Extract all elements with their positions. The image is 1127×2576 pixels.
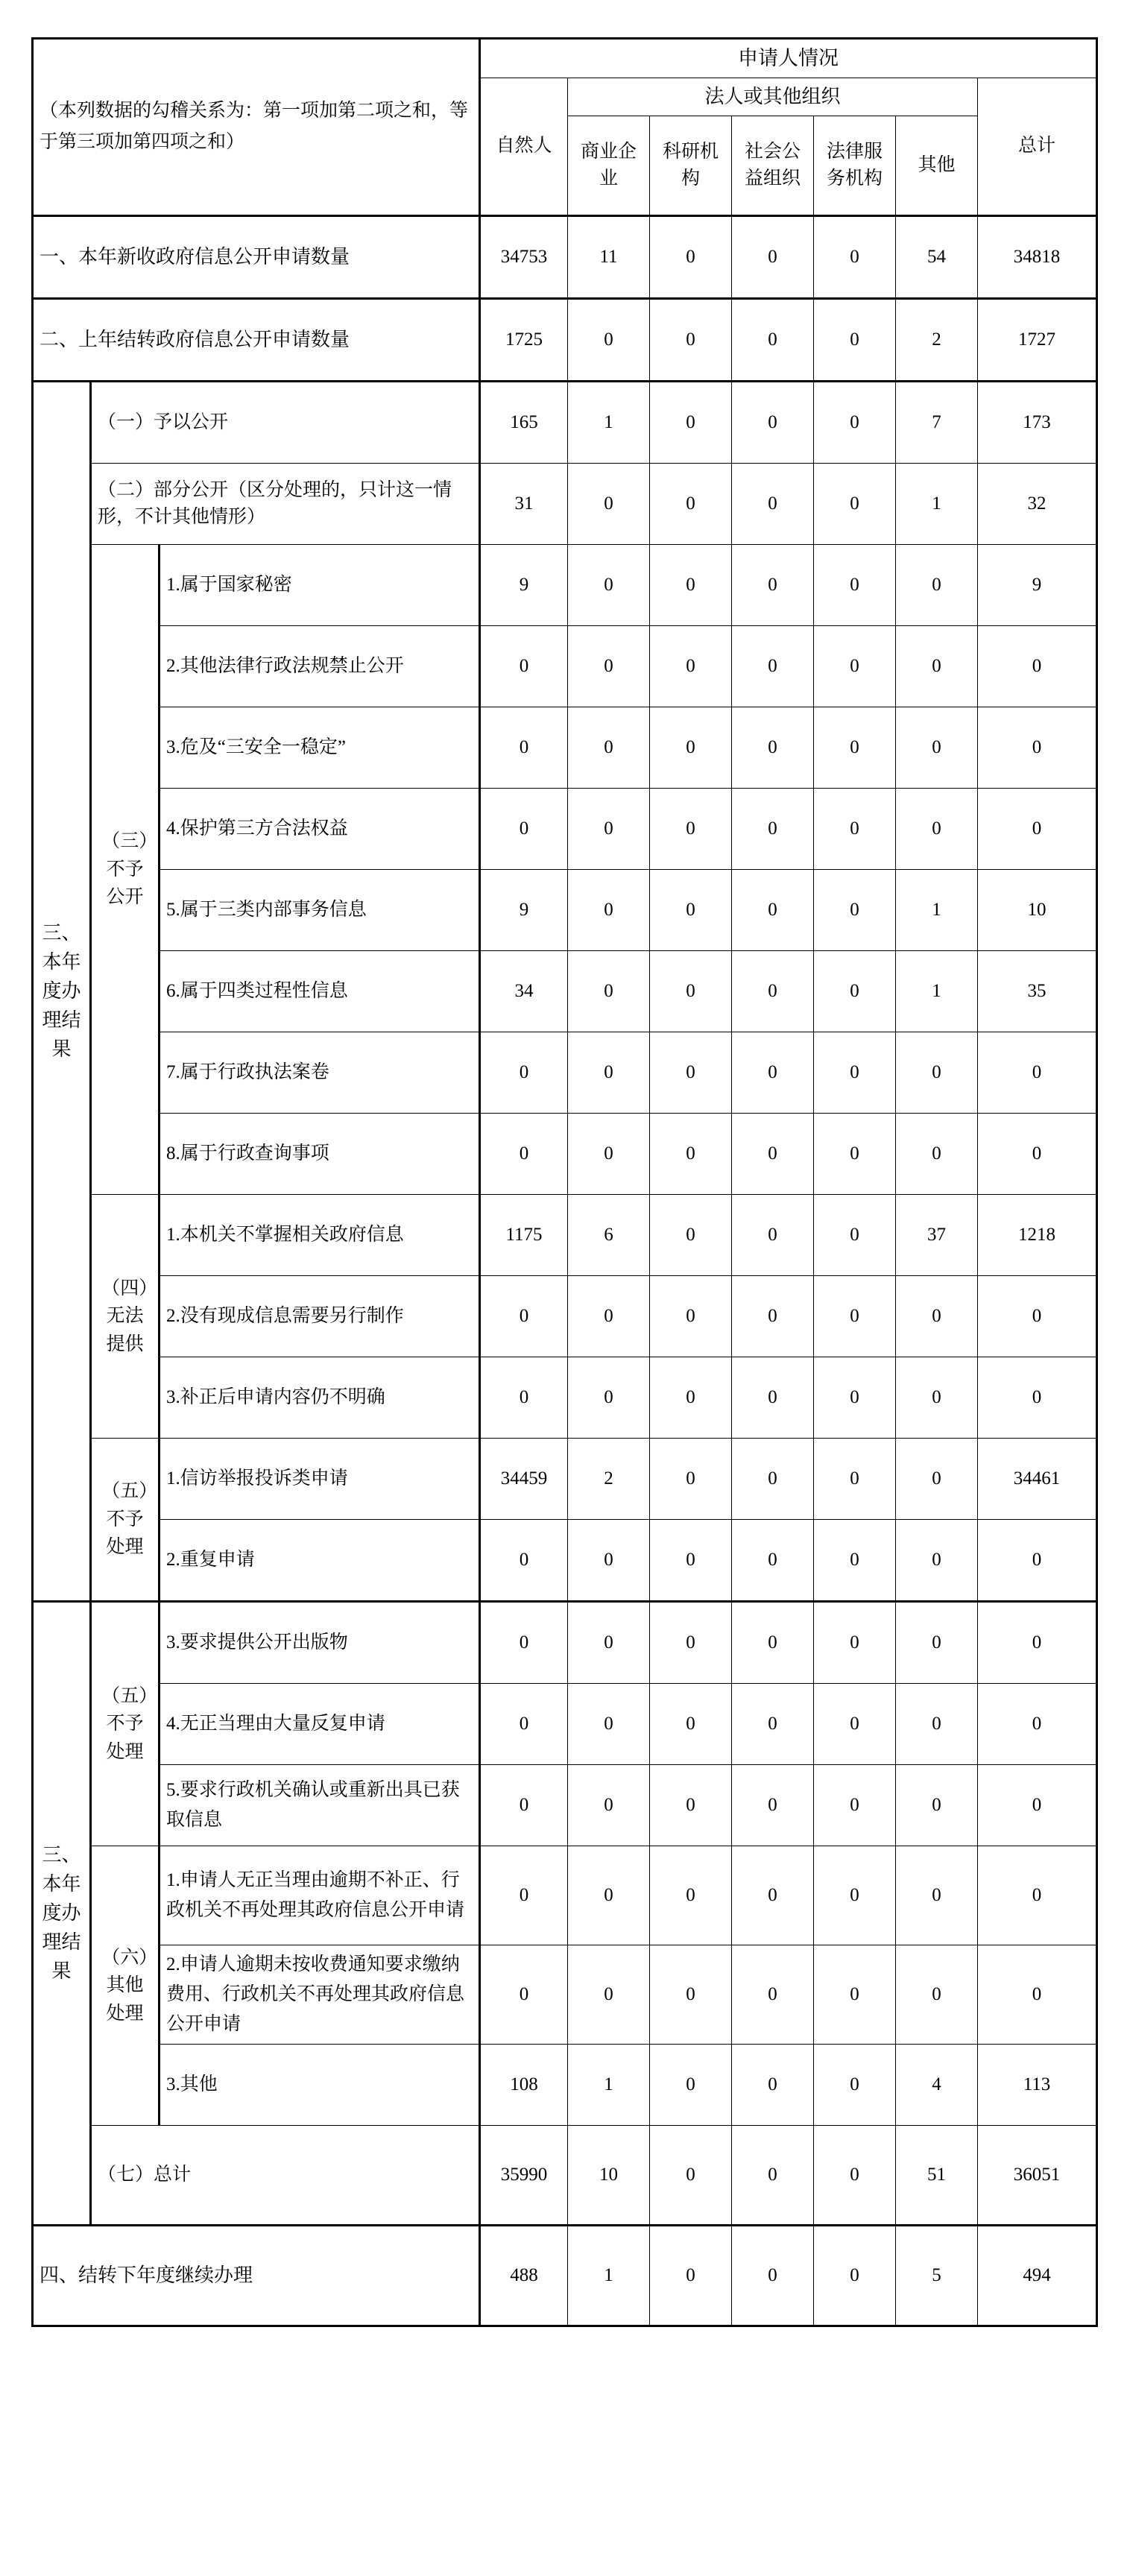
row-label: 4.保护第三方合法权益	[160, 788, 480, 869]
table-row	[33, 1683, 1097, 1764]
cell-natural-person: 34459	[480, 1438, 568, 1519]
cell-commercial-enterprise: 0	[568, 625, 650, 707]
cell-commercial-enterprise: 0	[568, 1113, 650, 1194]
section-label-annual-results-continued: 三、本年度办理结果	[33, 1601, 91, 2225]
table-row	[33, 1194, 1097, 1275]
table-row	[33, 544, 1097, 625]
row-label: 一、本年新收政府信息公开申请数量	[33, 215, 480, 298]
cell-social-welfare-org: 0	[732, 869, 814, 950]
cell-total: 1727	[978, 298, 1097, 381]
cell-research-institution: 0	[650, 1194, 732, 1275]
header-total: 总计	[978, 78, 1097, 216]
cell-commercial-enterprise: 0	[568, 950, 650, 1032]
cell-commercial-enterprise: 0	[568, 1846, 650, 1945]
table-row	[33, 1357, 1097, 1438]
cell-legal-service-org: 0	[814, 1113, 896, 1194]
row-label: 4.无正当理由大量反复申请	[160, 1683, 480, 1764]
cell-research-institution: 0	[650, 1357, 732, 1438]
cell-research-institution: 0	[650, 2225, 732, 2326]
cell-research-institution: 0	[650, 1519, 732, 1601]
cell-natural-person: 0	[480, 1357, 568, 1438]
cell-legal-service-org: 0	[814, 2225, 896, 2326]
cell-legal-service-org: 0	[814, 2125, 896, 2225]
cell-other-organization: 1	[896, 869, 978, 950]
cell-social-welfare-org: 0	[732, 1275, 814, 1357]
cell-other-organization: 0	[896, 1945, 978, 2044]
cell-legal-service-org: 0	[814, 298, 896, 381]
cell-other-organization: 1	[896, 463, 978, 544]
cell-other-organization: 4	[896, 2044, 978, 2125]
cell-natural-person: 0	[480, 707, 568, 788]
cell-natural-person: 0	[480, 1846, 568, 1945]
cell-social-welfare-org: 0	[732, 1846, 814, 1945]
table-row	[33, 1601, 1097, 1683]
row-label: 2.申请人逾期未按收费通知要求缴纳费用、行政机关不再处理其政府信息公开申请	[160, 1945, 480, 2044]
cell-research-institution: 0	[650, 950, 732, 1032]
cell-social-welfare-org: 0	[732, 707, 814, 788]
cell-legal-service-org: 0	[814, 463, 896, 544]
cell-other-organization: 0	[896, 625, 978, 707]
cell-commercial-enterprise: 1	[568, 381, 650, 463]
header-social-welfare-org: 社会公益组织	[732, 116, 814, 215]
cell-social-welfare-org: 0	[732, 215, 814, 298]
cell-legal-service-org: 0	[814, 381, 896, 463]
row-label: 3.其他	[160, 2044, 480, 2125]
group-label-not-disclosed: （三）不予公开	[91, 544, 160, 1194]
cell-research-institution: 0	[650, 298, 732, 381]
cell-total: 0	[978, 1945, 1097, 2044]
cell-natural-person: 108	[480, 2044, 568, 2125]
row-label: 6.属于四类过程性信息	[160, 950, 480, 1032]
table-row	[33, 950, 1097, 1032]
cell-research-institution: 0	[650, 2125, 732, 2225]
row-label: 1.属于国家秘密	[160, 544, 480, 625]
cell-legal-service-org: 0	[814, 869, 896, 950]
header-commercial-enterprise: 商业企业	[568, 116, 650, 215]
cell-legal-service-org: 0	[814, 707, 896, 788]
table-row	[33, 1519, 1097, 1601]
header-applicant-group: 申请人情况	[480, 39, 1097, 78]
cell-commercial-enterprise: 0	[568, 707, 650, 788]
cell-commercial-enterprise: 0	[568, 788, 650, 869]
cell-legal-service-org: 0	[814, 1438, 896, 1519]
cell-other-organization: 37	[896, 1194, 978, 1275]
header-other-organization: 其他	[896, 116, 978, 215]
row-label: 1.本机关不掌握相关政府信息	[160, 1194, 480, 1275]
table-row	[33, 2225, 1097, 2326]
cell-other-organization: 0	[896, 1846, 978, 1945]
cell-legal-service-org: 0	[814, 1194, 896, 1275]
cell-legal-service-org: 0	[814, 1846, 896, 1945]
cell-natural-person: 0	[480, 788, 568, 869]
cell-total: 494	[978, 2225, 1097, 2326]
cell-total: 1218	[978, 1194, 1097, 1275]
table-row	[33, 215, 1097, 298]
table-row	[33, 2044, 1097, 2125]
cell-other-organization: 0	[896, 544, 978, 625]
cell-total: 36051	[978, 2125, 1097, 2225]
cell-natural-person: 0	[480, 1945, 568, 2044]
row-label: 3.要求提供公开出版物	[160, 1601, 480, 1683]
cell-commercial-enterprise: 0	[568, 1357, 650, 1438]
cell-commercial-enterprise: 0	[568, 1275, 650, 1357]
cell-natural-person: 165	[480, 381, 568, 463]
header-legal-service-org: 法律服务机构	[814, 116, 896, 215]
cell-other-organization: 1	[896, 950, 978, 1032]
cell-research-institution: 0	[650, 1945, 732, 2044]
cell-other-organization: 5	[896, 2225, 978, 2326]
table-row	[33, 707, 1097, 788]
cell-commercial-enterprise: 0	[568, 1764, 650, 1846]
table-row	[33, 1438, 1097, 1519]
cell-natural-person: 0	[480, 1764, 568, 1846]
cell-legal-service-org: 0	[814, 1683, 896, 1764]
cell-commercial-enterprise: 1	[568, 2225, 650, 2326]
cell-natural-person: 1175	[480, 1194, 568, 1275]
cell-research-institution: 0	[650, 544, 732, 625]
cell-total: 0	[978, 1683, 1097, 1764]
cell-research-institution: 0	[650, 2044, 732, 2125]
cell-natural-person: 35990	[480, 2125, 568, 2225]
cell-other-organization: 2	[896, 298, 978, 381]
cell-research-institution: 0	[650, 1764, 732, 1846]
cell-legal-service-org: 0	[814, 1032, 896, 1113]
cell-research-institution: 0	[650, 381, 732, 463]
row-label: （七）总计	[91, 2125, 480, 2225]
table-row	[33, 869, 1097, 950]
cell-other-organization: 7	[896, 381, 978, 463]
table-row	[33, 1113, 1097, 1194]
cell-other-organization: 0	[896, 1764, 978, 1846]
cell-other-organization: 0	[896, 1357, 978, 1438]
cell-total: 0	[978, 1357, 1097, 1438]
cell-total: 0	[978, 1032, 1097, 1113]
cell-social-welfare-org: 0	[732, 381, 814, 463]
cell-legal-service-org: 0	[814, 1764, 896, 1846]
cell-natural-person: 31	[480, 463, 568, 544]
cell-total: 34818	[978, 215, 1097, 298]
cell-legal-service-org: 0	[814, 788, 896, 869]
row-label: 二、上年结转政府信息公开申请数量	[33, 298, 480, 381]
cell-commercial-enterprise: 0	[568, 869, 650, 950]
row-label: 7.属于行政执法案卷	[160, 1032, 480, 1113]
header-natural-person: 自然人	[480, 78, 568, 216]
cell-research-institution: 0	[650, 1683, 732, 1764]
cell-commercial-enterprise: 0	[568, 1601, 650, 1683]
cell-total: 0	[978, 1601, 1097, 1683]
cell-social-welfare-org: 0	[732, 625, 814, 707]
row-label: 1.申请人无正当理由逾期不补正、行政机关不再处理其政府信息公开申请	[160, 1846, 480, 1945]
header-row-applicant-group	[33, 39, 1097, 78]
cell-commercial-enterprise: 0	[568, 463, 650, 544]
note-cell: （本列数据的勾稽关系为：第一项加第二项之和，等于第三项加第四项之和）	[33, 39, 480, 216]
cell-legal-service-org: 0	[814, 1945, 896, 2044]
cell-total: 0	[978, 625, 1097, 707]
cell-social-welfare-org: 0	[732, 2125, 814, 2225]
cell-total: 0	[978, 1275, 1097, 1357]
table-row	[33, 463, 1097, 544]
table-row	[33, 2125, 1097, 2225]
table-row	[33, 1945, 1097, 2044]
row-label: 8.属于行政查询事项	[160, 1113, 480, 1194]
cell-other-organization: 0	[896, 1275, 978, 1357]
row-label: 四、结转下年度继续办理	[33, 2225, 480, 2326]
cell-total: 113	[978, 2044, 1097, 2125]
cell-social-welfare-org: 0	[732, 1194, 814, 1275]
row-label: （一）予以公开	[91, 381, 480, 463]
cell-other-organization: 54	[896, 215, 978, 298]
row-label: 3.危及“三安全一稳定”	[160, 707, 480, 788]
cell-research-institution: 0	[650, 625, 732, 707]
cell-natural-person: 34753	[480, 215, 568, 298]
cell-research-institution: 0	[650, 463, 732, 544]
cell-commercial-enterprise: 0	[568, 1945, 650, 2044]
cell-commercial-enterprise: 2	[568, 1438, 650, 1519]
cell-natural-person: 9	[480, 869, 568, 950]
cell-other-organization: 0	[896, 1683, 978, 1764]
cell-commercial-enterprise: 0	[568, 544, 650, 625]
cell-natural-person: 0	[480, 1519, 568, 1601]
group-label-no-processing: （五）不予处理	[91, 1438, 160, 1601]
cell-natural-person: 0	[480, 1113, 568, 1194]
cell-other-organization: 0	[896, 1519, 978, 1601]
cell-commercial-enterprise: 1	[568, 2044, 650, 2125]
cell-natural-person: 0	[480, 1683, 568, 1764]
cell-other-organization: 0	[896, 788, 978, 869]
cell-natural-person: 0	[480, 1601, 568, 1683]
government-information-disclosure-table	[31, 37, 1098, 2327]
cell-social-welfare-org: 0	[732, 950, 814, 1032]
cell-legal-service-org: 0	[814, 2044, 896, 2125]
cell-commercial-enterprise: 0	[568, 298, 650, 381]
cell-total: 0	[978, 1519, 1097, 1601]
cell-research-institution: 0	[650, 1846, 732, 1945]
row-label: 5.属于三类内部事务信息	[160, 869, 480, 950]
cell-social-welfare-org: 0	[732, 1357, 814, 1438]
cell-natural-person: 1725	[480, 298, 568, 381]
row-label: 5.要求行政机关确认或重新出具已获取信息	[160, 1764, 480, 1846]
cell-research-institution: 0	[650, 1438, 732, 1519]
cell-natural-person: 9	[480, 544, 568, 625]
cell-legal-service-org: 0	[814, 1357, 896, 1438]
cell-total: 35	[978, 950, 1097, 1032]
cell-legal-service-org: 0	[814, 1275, 896, 1357]
cell-social-welfare-org: 0	[732, 1519, 814, 1601]
cell-research-institution: 0	[650, 788, 732, 869]
cell-other-organization: 0	[896, 707, 978, 788]
header-research-institution: 科研机构	[650, 116, 732, 215]
cell-legal-service-org: 0	[814, 950, 896, 1032]
cell-social-welfare-org: 0	[732, 1945, 814, 2044]
cell-total: 0	[978, 1846, 1097, 1945]
cell-commercial-enterprise: 10	[568, 2125, 650, 2225]
cell-social-welfare-org: 0	[732, 463, 814, 544]
cell-research-institution: 0	[650, 1113, 732, 1194]
cell-other-organization: 0	[896, 1032, 978, 1113]
cell-total: 9	[978, 544, 1097, 625]
cell-research-institution: 0	[650, 1032, 732, 1113]
group-label-other-processing: （六）其他处理	[91, 1846, 160, 2125]
cell-commercial-enterprise: 6	[568, 1194, 650, 1275]
row-label: 2.没有现成信息需要另行制作	[160, 1275, 480, 1357]
table-row	[33, 1846, 1097, 1945]
cell-natural-person: 0	[480, 1032, 568, 1113]
cell-other-organization: 51	[896, 2125, 978, 2225]
cell-total: 0	[978, 1764, 1097, 1846]
cell-natural-person: 0	[480, 1275, 568, 1357]
cell-research-institution: 0	[650, 1601, 732, 1683]
table-row	[33, 1032, 1097, 1113]
cell-commercial-enterprise: 11	[568, 215, 650, 298]
cell-total: 0	[978, 707, 1097, 788]
cell-commercial-enterprise: 0	[568, 1519, 650, 1601]
cell-social-welfare-org: 0	[732, 2044, 814, 2125]
cell-other-organization: 0	[896, 1113, 978, 1194]
cell-total: 34461	[978, 1438, 1097, 1519]
table-row	[33, 1764, 1097, 1846]
cell-social-welfare-org: 0	[732, 1601, 814, 1683]
cell-social-welfare-org: 0	[732, 298, 814, 381]
cell-total: 173	[978, 381, 1097, 463]
cell-legal-service-org: 0	[814, 544, 896, 625]
cell-social-welfare-org: 0	[732, 1113, 814, 1194]
cell-total: 10	[978, 869, 1097, 950]
table-row	[33, 788, 1097, 869]
row-label: 2.重复申请	[160, 1519, 480, 1601]
cell-commercial-enterprise: 0	[568, 1032, 650, 1113]
cell-legal-service-org: 0	[814, 625, 896, 707]
cell-other-organization: 0	[896, 1601, 978, 1683]
table-row	[33, 625, 1097, 707]
cell-commercial-enterprise: 0	[568, 1683, 650, 1764]
cell-other-organization: 0	[896, 1438, 978, 1519]
cell-research-institution: 0	[650, 215, 732, 298]
cell-legal-service-org: 0	[814, 215, 896, 298]
cell-legal-service-org: 0	[814, 1601, 896, 1683]
cell-research-institution: 0	[650, 1275, 732, 1357]
table-row	[33, 1275, 1097, 1357]
row-label: （二）部分公开（区分处理的，只计这一情形，不计其他情形）	[91, 463, 480, 544]
cell-legal-service-org: 0	[814, 1519, 896, 1601]
cell-social-welfare-org: 0	[732, 2225, 814, 2326]
cell-natural-person: 488	[480, 2225, 568, 2326]
group-label-cannot-provide: （四）无法提供	[91, 1194, 160, 1438]
cell-social-welfare-org: 0	[732, 1683, 814, 1764]
cell-social-welfare-org: 0	[732, 544, 814, 625]
cell-social-welfare-org: 0	[732, 1032, 814, 1113]
cell-total: 0	[978, 1113, 1097, 1194]
cell-research-institution: 0	[650, 707, 732, 788]
cell-social-welfare-org: 0	[732, 1764, 814, 1846]
cell-natural-person: 0	[480, 625, 568, 707]
table-row	[33, 298, 1097, 381]
group-label-no-processing-continued: （五）不予处理	[91, 1601, 160, 1846]
row-label: 2.其他法律行政法规禁止公开	[160, 625, 480, 707]
table-row	[33, 381, 1097, 463]
cell-natural-person: 34	[480, 950, 568, 1032]
header-legal-entity-group: 法人或其他组织	[568, 78, 978, 116]
row-label: 3.补正后申请内容仍不明确	[160, 1357, 480, 1438]
section-label-annual-results: 三、本年度办理结果	[33, 381, 91, 1601]
row-label: 1.信访举报投诉类申请	[160, 1438, 480, 1519]
cell-social-welfare-org: 0	[732, 1438, 814, 1519]
cell-total: 32	[978, 463, 1097, 544]
cell-total: 0	[978, 788, 1097, 869]
cell-social-welfare-org: 0	[732, 788, 814, 869]
cell-research-institution: 0	[650, 869, 732, 950]
